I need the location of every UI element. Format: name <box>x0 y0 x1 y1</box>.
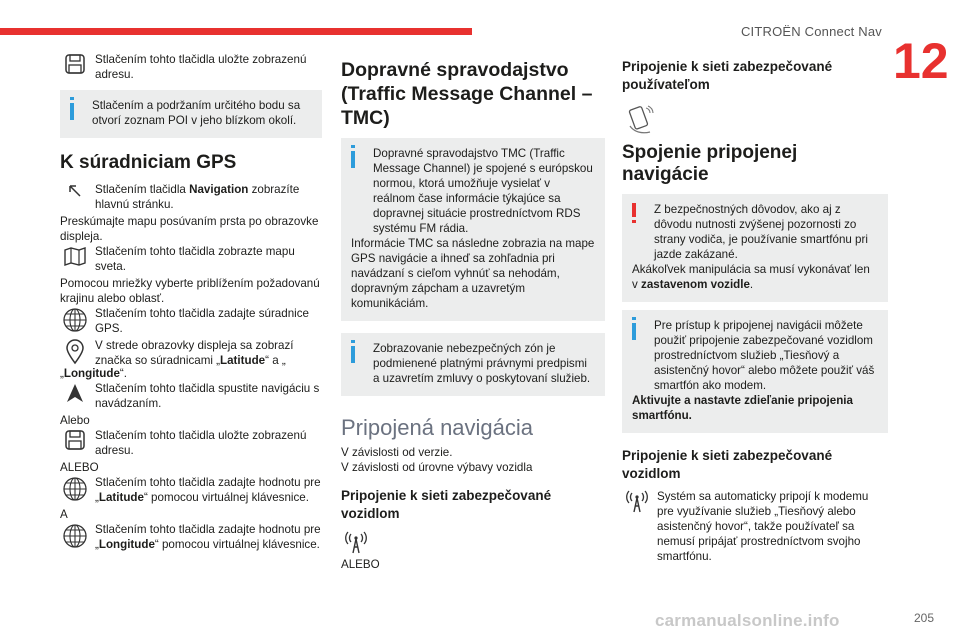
alebo-text-2: ALEBO <box>60 461 99 474</box>
info-danger-text: Zobrazovanie nebezpečných zón je podmienené platnými právnymi predpismi a uzavretím zmluvy o poskytovaní služieb. <box>373 342 591 385</box>
top-accent-bar <box>0 28 472 35</box>
globe-icon <box>60 476 90 504</box>
watermark: carmanualsonline.info <box>655 611 840 630</box>
header-title: CITROËN Connect Nav <box>740 24 882 39</box>
navigation-text: Stlačením tlačidla Navigation zobrazíte hlavnú stránku. <box>95 183 300 211</box>
version-text-2: V závislosti od úrovne výbavy vozidla <box>341 461 533 474</box>
info-tmc-text-1: Dopravné spravodajstvo TMC (Traffic Message Channel) je spojené s európskou normou, ktorá umožňuje vysielať v reálnom čase informácie týkajúce sa dopravnej situácie prostredníctvom RDS systému FM rádia. <box>373 147 593 235</box>
info-access-bold: Aktivujte a nastavte zdieľanie pripojenia smartfónu. <box>632 394 853 422</box>
vehicle-network-heading-2: Pripojenie k sieti zabezpečované vozidlom <box>622 448 833 481</box>
location-pin-icon <box>60 339 90 367</box>
info-icon <box>70 103 74 120</box>
antenna-icon <box>343 531 605 555</box>
save-address-row <box>60 52 322 82</box>
coords-text: Stlačením tohto tlačidla zadajte súradnice GPS. <box>95 307 309 335</box>
latitude-row <box>60 475 322 505</box>
section-heading-connection: Spojenie pripojenej navigácie <box>622 142 798 185</box>
vehicle-network-heading: Pripojenie k sieti zabezpečované vozidlom <box>341 488 552 521</box>
save-icon <box>60 53 90 81</box>
latitude-text: Stlačením tohto tlačidla zadajte hodnotu pre „Latitude“ pomocou virtuálnej klávesnice. <box>95 476 321 504</box>
info-box-danger <box>341 333 605 396</box>
info-box-access <box>622 310 888 433</box>
a-text: A <box>60 508 68 521</box>
system-text: Systém sa automaticky pripojí k modemu pre využívanie služieb „Tiesňový alebo asistenčný hovor“, takže používateľ sa nemusí pripájať prostredníctvom svojho smartfónu. <box>657 490 869 563</box>
map-row <box>60 244 322 274</box>
map-icon <box>60 245 90 273</box>
pin-text: V strede obrazovky displeja sa zobrazí značka so súradnicami „Latitude“ a „ <box>95 339 294 367</box>
save-address-row-2 <box>60 428 322 458</box>
coords-row <box>60 306 322 336</box>
pin-row <box>60 338 322 368</box>
save-text-2: Stlačením tohto tlačidla uložte zobrazenú adresu. <box>95 429 307 457</box>
info-box-poi <box>60 90 322 138</box>
start-nav-row <box>60 381 322 411</box>
navigation-icon <box>60 183 90 211</box>
smartphone-icon <box>624 104 888 136</box>
pin-text-cont: „Longitude“. <box>60 367 127 380</box>
system-row <box>622 489 888 564</box>
page-number: 205 <box>913 611 934 625</box>
map-text: Stlačením tohto tlačidla zobrazte mapu sveta. <box>95 245 295 273</box>
info-box-tmc <box>341 138 605 321</box>
globe-icon <box>60 307 90 335</box>
connected-nav-heading: Pripojená navigácia <box>341 415 534 440</box>
info-icon <box>351 346 355 363</box>
longitude-text: Stlačením tohto tlačidla zadajte hodnotu pre „Longitude“ pomocou virtuálnej klávesnice. <box>95 523 321 551</box>
warning-icon <box>632 203 636 217</box>
info-access-text: Pre prístup k pripojenej navigácii môžete použiť pripojenie zabezpečované vozidlom prostredníctvom služieb „Tiesňový a asistenčný hovor“ alebo môžete použiť váš smartfón ako modem. <box>654 319 875 392</box>
globe-icon <box>60 523 90 551</box>
start-nav-text: Stlačením tohto tlačidla spustite navigáciu s navádzaním. <box>95 382 320 410</box>
navigation-row <box>60 182 322 212</box>
column-1 <box>60 52 322 554</box>
grid-text: Pomocou mriežky vyberte priblížením požadovanú krajinu alebo oblasť. <box>60 277 320 305</box>
save-icon <box>60 429 90 457</box>
navigate-arrow-icon <box>60 382 90 410</box>
info-icon <box>351 151 355 168</box>
info-poi-text: Stlačením a podržaním určitého bodu sa otvorí zoznam POI v jeho blízkom okolí. <box>92 99 301 127</box>
antenna-icon <box>622 490 652 518</box>
longitude-row <box>60 522 322 552</box>
column-3 <box>622 52 888 566</box>
alebo-text-3: ALEBO <box>341 558 380 571</box>
column-2 <box>341 52 605 572</box>
explore-text: Preskúmajte mapu posúvaním prsta po obrazovke displeja. <box>60 215 319 243</box>
alebo-text-1: Alebo <box>60 414 90 427</box>
info-icon <box>632 323 636 340</box>
section-heading-tmc: Dopravné spravodajstvo (Traffic Message Channel – TMC) <box>341 59 593 129</box>
warning-text-2: Akákoľvek manipulácia sa musí vykonávať len v zastavenom vozidle. <box>632 263 870 291</box>
info-tmc-text-2: Informácie TMC sa následne zobrazia na mape GPS navigácie a ihneď sa zohľadnia pri navádzaní s cieľom vyhnúť sa nehodám, dopravným zápcham a uzavretým komunikáciám. <box>351 237 595 310</box>
warning-box <box>622 194 888 302</box>
warning-text-1: Z bezpečnostných dôvodov, ako aj z dôvodu nutnosti zvýšenej pozornosti zo strany vodiča, je používanie smartfónu pri jazde zakázané. <box>654 203 868 261</box>
section-heading-gps: K súradniciam GPS <box>60 152 237 173</box>
save-text: Stlačením tohto tlačidla uložte zobrazenú adresu. <box>95 53 307 81</box>
chapter-number: 12 <box>893 33 949 89</box>
version-text-1: V závislosti od verzie. <box>341 446 453 459</box>
user-network-heading: Pripojenie k sieti zabezpečované používateľom <box>622 59 833 92</box>
